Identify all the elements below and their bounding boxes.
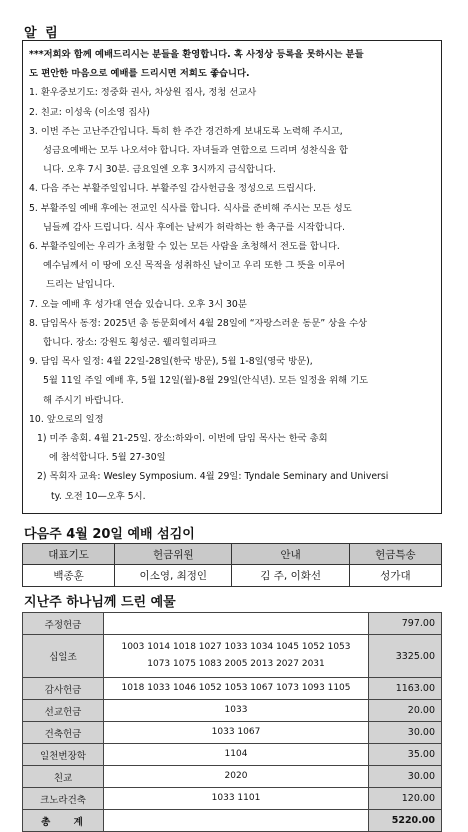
roles-header-cell: 대표기도	[23, 544, 115, 565]
notice-intro-line: ***저희와 함께 예배드리시는 분들을 환영합니다. 혹 사정상 등록을 못하시는 분들	[29, 49, 364, 60]
offering-amount: 797.00	[369, 613, 442, 635]
roles-header-cell: 헌금특송	[349, 544, 441, 565]
roles-value-row	[23, 565, 442, 587]
notice-line: 10. 앞으로의 일정	[29, 413, 104, 425]
table-row	[23, 700, 442, 722]
offering-total-label: 총 계	[23, 810, 104, 832]
notice-line: 에 참석합니다. 5월 27-30일	[49, 452, 166, 464]
notice-line: 2. 친교: 이성욱 (이소영 집사)	[29, 106, 150, 118]
offering-amount: 30.00	[369, 722, 442, 744]
offering-amount: 1163.00	[369, 678, 442, 700]
offering-category: 주정헌금	[23, 613, 104, 635]
offering-category: 일천번장학	[23, 744, 104, 766]
offering-names: 1033 1067	[104, 722, 369, 744]
offering-amount: 120.00	[369, 788, 442, 810]
roles-header-row	[23, 544, 442, 565]
offering-names	[104, 613, 369, 635]
table-row	[23, 766, 442, 788]
offering-names: 1104	[104, 744, 369, 766]
notice-line: 5. 부활주일 예배 후에는 전교인 식사를 합니다. 식사를 준비해 주시는 모든 성도	[29, 202, 352, 214]
notice-line: 9. 담임 목사 일정: 4월 22일-28일(한국 방문), 5월 1-8일(영국 방문),	[29, 356, 313, 368]
notice-line: 7. 오늘 예배 후 성가대 연습 있습니다. 오후 3시 30분	[29, 298, 247, 310]
offering-names-line: 1003 1014 1018 1027 1033 1034 1045 1052 1053	[121, 642, 351, 652]
notice-intro-line: 도 편안한 마음으로 예배를 드리시면 저희도 좋습니다.	[29, 68, 250, 80]
notice-line: 드리는 날입니다.	[46, 279, 115, 291]
offering-category: 친교	[23, 766, 104, 788]
notice-line: 성금요예배는 모두 나오셔야 합니다. 자녀들과 연합으로 드리며 성찬식을 합	[43, 145, 349, 157]
offering-names-line: 1073 1075 1083 2005 2013 2027 2031	[147, 659, 325, 669]
notice-line: 3. 이번 주는 고난주간입니다. 특히 한 주간 경건하게 보내도록 노력해 주시고,	[29, 125, 343, 137]
notice-line: 해 주시기 바랍니다.	[43, 394, 124, 406]
notice-line: 4. 다음 주는 부활주일입니다. 부활주일 감사헌금을 정성으로 드립시다.	[29, 183, 316, 195]
roles-header-cell: 헌금위원	[115, 544, 232, 565]
offering-amount: 20.00	[369, 700, 442, 722]
notice-line: 5월 11일 주일 예배 후, 5월 12일(월)-8월 29일(안식년). 모든 일정을 위해 기도	[43, 375, 369, 387]
notices-title: 알 림	[24, 26, 60, 41]
offering-category: 십일조	[23, 635, 104, 678]
notice-line: 1. 환우중보기도: 정중화 권사, 차상원 집사, 정청 선교사	[29, 87, 257, 99]
offering-names: 1018 1033 1046 1052 1053 1067 1073 1093 1105	[104, 678, 369, 700]
offering-category: 선교헌금	[23, 700, 104, 722]
table-row	[23, 635, 442, 678]
notice-line: 1) 미주 총회. 4월 21-25일. 장소:하와이. 이번에 담임 목사는 한국 총회	[37, 433, 328, 445]
offering-names	[104, 635, 369, 678]
notice-line: 6. 부활주일에는 우리가 초청할 수 있는 모든 사람을 초청해서 전도를 합니다.	[29, 241, 340, 253]
roles-value-cell: 백종훈	[23, 565, 115, 587]
offering-table	[22, 612, 442, 832]
table-row	[23, 722, 442, 744]
roles-title: 다음주 4월 20일 예배 섬김이	[24, 527, 195, 542]
notice-line: 2) 목회자 교육: Wesley Symposium. 4월 29일: Tyndale Seminary and Universi	[37, 471, 389, 483]
table-row	[23, 788, 442, 810]
notice-line: 님들께 감사 드립니다. 식사 후에는 날씨가 허락하는 한 축구를 시작합니다.	[43, 221, 345, 233]
offering-total-row	[23, 810, 442, 832]
notices-box	[22, 40, 442, 514]
offering-title: 지난주 하나님께 드린 예물	[24, 595, 176, 610]
notice-line: 8. 담임목사 동정: 2025년 총 동문회에서 4월 28일에 “자랑스러운 동문” 상을 수상	[29, 317, 368, 329]
roles-value-cell: 이소영, 최정인	[115, 565, 232, 587]
notice-line: 니다. 오후 7시 30분. 금요일엔 오후 3시까지 금식합니다.	[43, 164, 276, 176]
offering-category: 크노라건축	[23, 788, 104, 810]
roles-table	[22, 543, 442, 587]
offering-names: 2020	[104, 766, 369, 788]
offering-amount: 3325.00	[369, 635, 442, 678]
offering-category: 감사헌금	[23, 678, 104, 700]
offering-total-amount: 5220.00	[369, 810, 442, 832]
roles-value-cell: 성가대	[349, 565, 441, 587]
table-row	[23, 613, 442, 635]
offering-amount: 30.00	[369, 766, 442, 788]
table-row	[23, 744, 442, 766]
offering-names: 1033	[104, 700, 369, 722]
roles-value-cell: 김 주, 이화선	[232, 565, 349, 587]
offering-names: 1033 1101	[104, 788, 369, 810]
offering-category: 건축헌금	[23, 722, 104, 744]
offering-names	[104, 810, 369, 832]
table-row	[23, 678, 442, 700]
notice-line: 합니다. 장소: 강원도 횡성군. 웰리힐리파크	[43, 337, 217, 349]
notice-line: ty. 오전 10—오후 5시.	[51, 490, 146, 502]
roles-header-cell: 안내	[232, 544, 349, 565]
notice-line: 예수님께서 이 땅에 오신 목적을 성취하신 날이고 우리 또한 그 뜻을 이루어	[43, 260, 345, 272]
offering-amount: 35.00	[369, 744, 442, 766]
